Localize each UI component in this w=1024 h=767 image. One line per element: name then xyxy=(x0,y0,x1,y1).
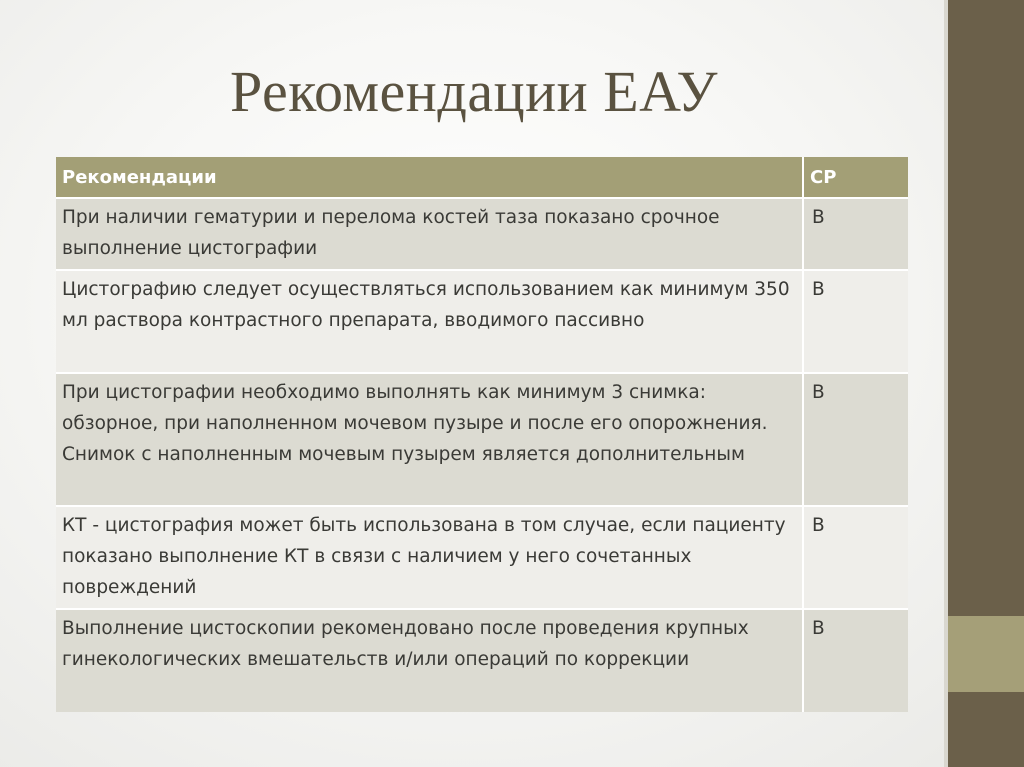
recommendations-table xyxy=(56,157,908,712)
table-row xyxy=(56,270,908,373)
table-row xyxy=(56,198,908,270)
recommendation-text: КТ - цистография может быть использована в том случае, если пациенту показано выполнение КТ в связи с наличием у него сочетанных повреждений xyxy=(56,506,803,609)
header-recommendations: Рекомендации xyxy=(56,157,803,198)
table-row xyxy=(56,609,908,712)
recommendation-grade: B xyxy=(803,506,908,609)
table-row xyxy=(56,506,908,609)
recommendation-grade: B xyxy=(803,373,908,506)
slide-title: Рекомендации ЕАУ xyxy=(229,59,718,124)
table-row xyxy=(56,373,908,506)
recommendation-text: При наличии гематурии и перелома костей таза показано срочное выполнение цистографии xyxy=(56,198,803,270)
table-header-row xyxy=(56,157,908,198)
recommendation-text: Выполнение цистоскопии рекомендовано после проведения крупных гинекологических вмешательств и/или операций по коррекции xyxy=(56,609,803,712)
recommendation-text: Цистографию следует осуществляться использованием как минимум 350 мл раствора контрастного препарата, вводимого пассивно xyxy=(56,270,803,373)
side-band-accent xyxy=(948,616,1024,692)
header-grade: СР xyxy=(803,157,908,198)
recommendation-grade: B xyxy=(803,198,908,270)
recommendation-grade: B xyxy=(803,270,908,373)
recommendation-grade: B xyxy=(803,609,908,712)
recommendation-text: При цистографии необходимо выполнять как минимум 3 снимка: обзорное, при наполненном мочевом пузыре и после его опорожнения. Снимок с наполненным мочевым пузырем является дополнительным xyxy=(56,373,803,506)
